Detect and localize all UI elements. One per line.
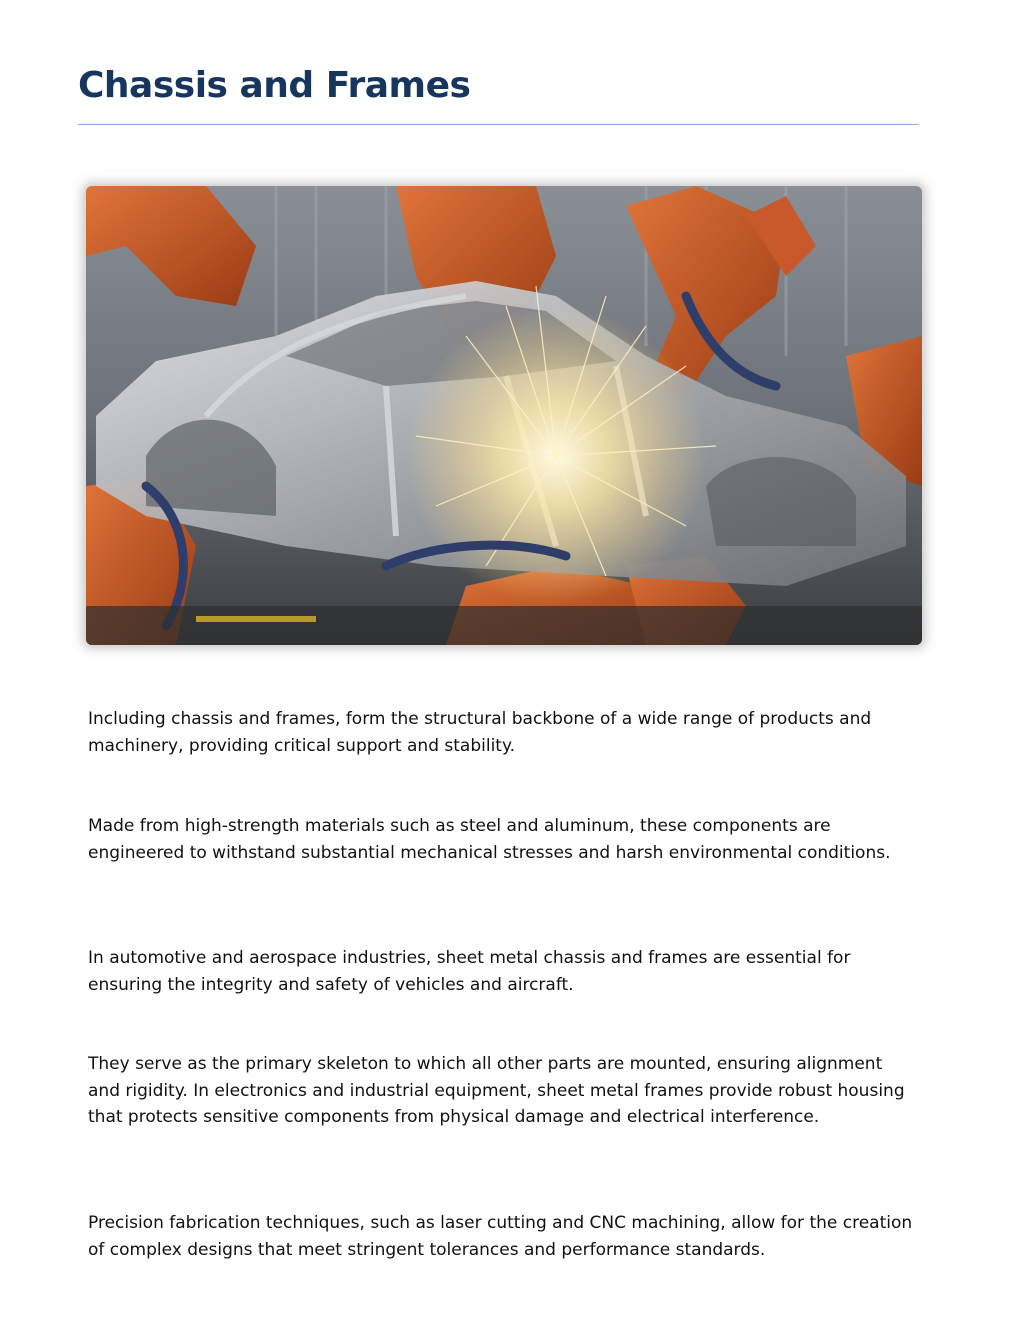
- paragraph-2: Made from high-strength materials such as steel and aluminum, these components are engineered to withstand substantial mechanical stresses and harsh environmental conditions.: [88, 816, 891, 863]
- paragraph-3: In automotive and aerospace industries, sheet metal chassis and frames are essential for ensuring the integrity and safety of vehicles and aircraft.: [88, 948, 851, 995]
- paragraph-5: Precision fabrication techniques, such as laser cutting and CNC machining, allow for the creation of complex designs that meet stringent tolerances and performance standards.: [88, 1213, 913, 1260]
- page-title: Chassis and Frames: [78, 65, 471, 106]
- paragraph-4: They serve as the primary skeleton to which all other parts are mounted, ensuring alignment and rigidity. In electronics and industrial equipment, sheet metal frames provide robust housing that protects sensitive components from physical damage and electrical interference.: [88, 1054, 905, 1127]
- photo-illustration: [86, 186, 922, 645]
- paragraph-1: Including chassis and frames, form the structural backbone of a wide range of products and machinery, providing critical support and stability.: [88, 709, 872, 756]
- title-divider: [78, 124, 919, 125]
- robot-welding-chassis-image: [86, 186, 922, 645]
